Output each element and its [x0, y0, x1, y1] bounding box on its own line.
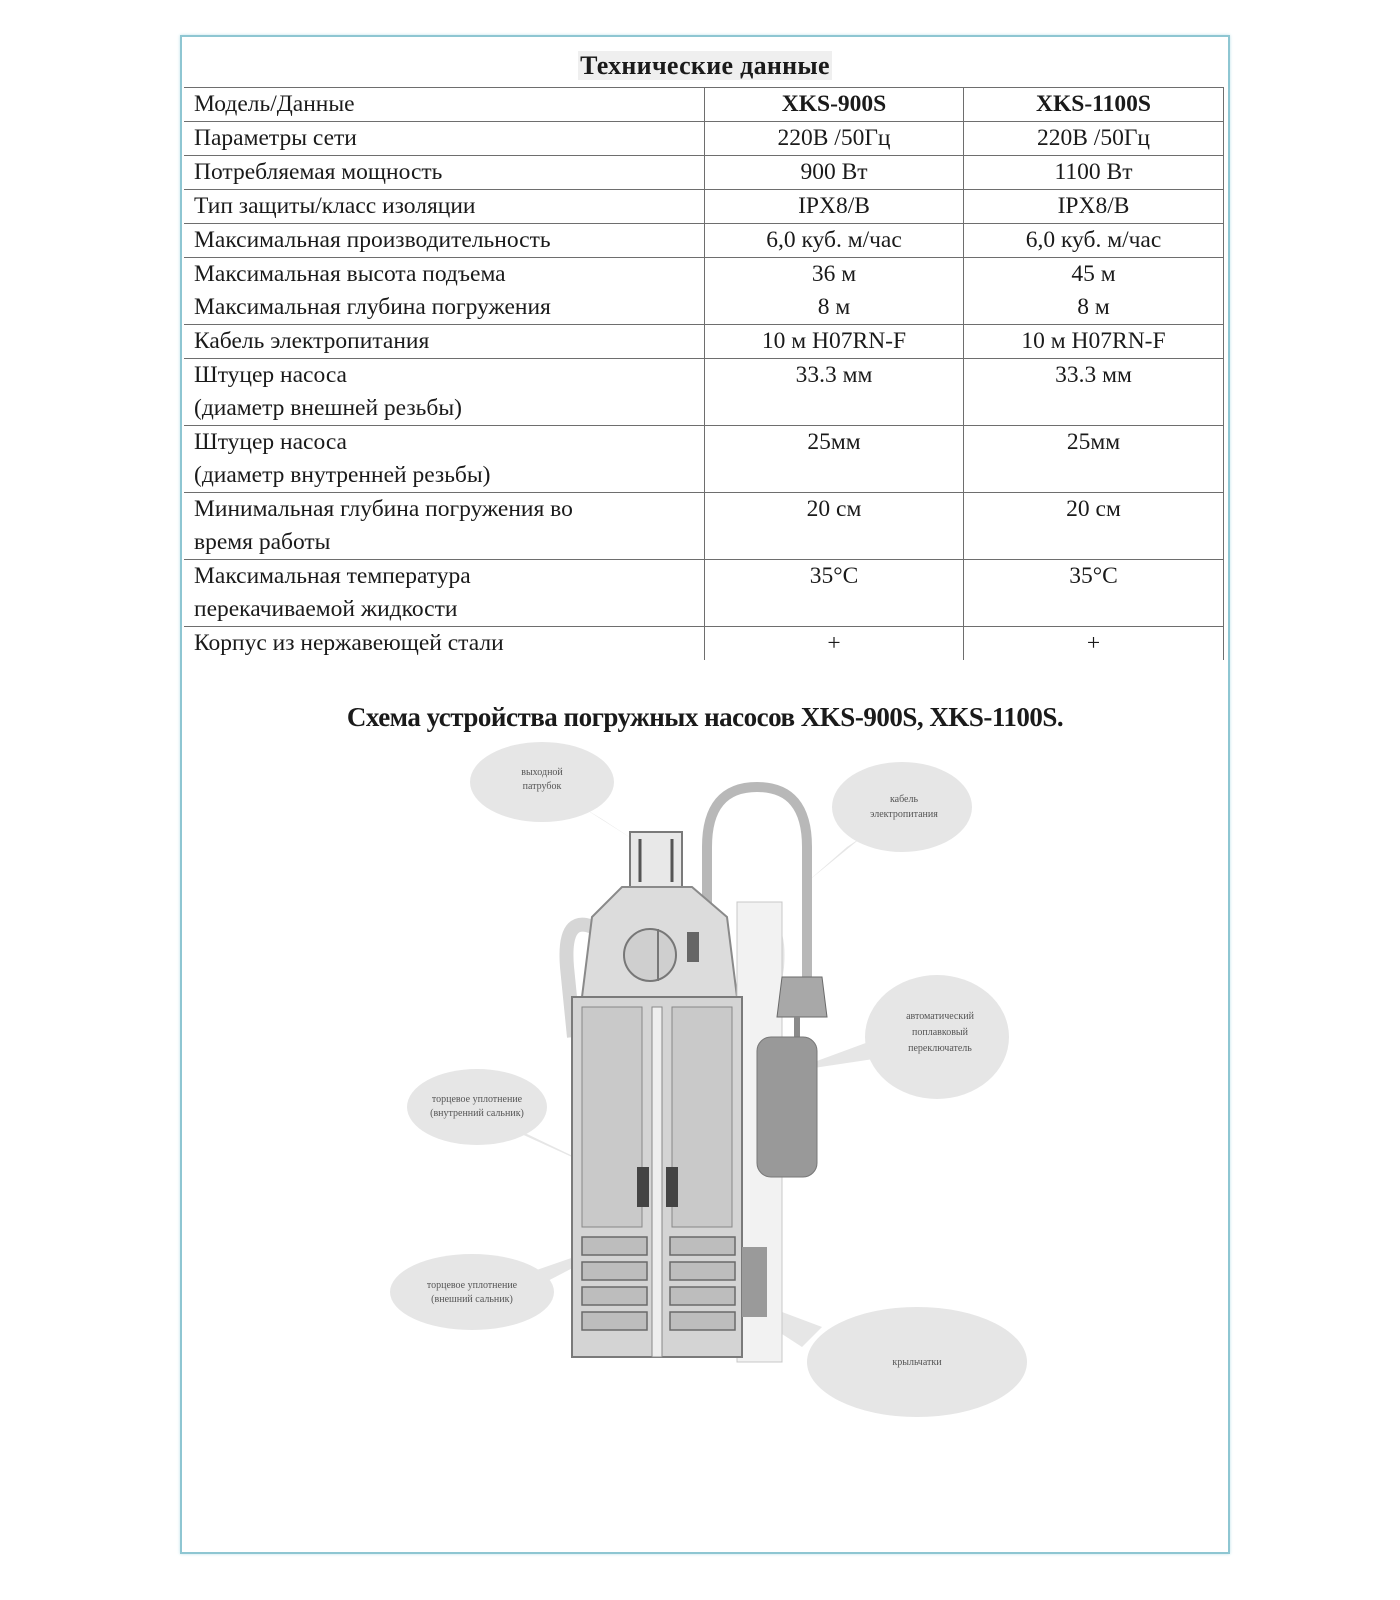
xks900s-value-text: IPX8/B: [798, 193, 870, 219]
row-label-cell: [184, 224, 705, 258]
callout-outlet-line1: выходной: [521, 767, 563, 778]
xks900s-value-text: 6,0 куб. м/час: [766, 227, 902, 253]
xks1100s-value-cell: [964, 190, 1224, 224]
callout-outer-seal-line2: (внешний сальник): [431, 1294, 513, 1305]
row-label-text: Максимальная температура: [194, 563, 471, 589]
xks1100s-value-text: IPX8/B: [1057, 193, 1130, 219]
row-label-cell: [184, 627, 705, 661]
table-row: [184, 359, 1224, 426]
row-label-cell: [184, 122, 705, 156]
xks900s-value-cell: [705, 493, 964, 560]
spec-table: [184, 87, 1224, 660]
row-label-text: Минимальная глубина погружения во: [194, 496, 573, 522]
header-cell-xks900s: XKS-900S: [705, 88, 964, 122]
table-row: [184, 426, 1224, 493]
row-label-cell: [184, 258, 705, 325]
xks900s-value-cell: [705, 190, 964, 224]
xks1100s-value-cell: [964, 560, 1224, 627]
xks900s-value-text: 33.3 мм: [795, 362, 873, 388]
table-title-text: Технические данные: [580, 51, 830, 80]
row-label-text: Тип защиты/класс изоляции: [194, 193, 476, 219]
callout-float-line3: переключатель: [908, 1043, 972, 1054]
xks900s-value-text: 10 м H07RN-F: [761, 328, 907, 354]
xks1100s-value-cell: [964, 359, 1224, 426]
xks1100s-value-cell: [964, 156, 1224, 190]
xks900s-value-text: 8 м: [817, 294, 851, 320]
xks1100s-value-cell: [964, 426, 1224, 493]
xks1100s-value-text: 20 см: [1066, 496, 1121, 522]
row-label-text: Потребляемая мощность: [194, 159, 443, 185]
xks900s-value-cell: [705, 325, 964, 359]
xks1100s-value-text: 10 м H07RN-F: [1021, 328, 1166, 354]
xks900s-value-cell: [705, 426, 964, 493]
xks1100s-value-cell: [964, 224, 1224, 258]
row-label-text: (диаметр внутренней резьбы): [194, 462, 491, 488]
xks900s-value-cell: [705, 258, 964, 325]
callout-outer-seal-line1: торцевое уплотнение: [426, 1280, 518, 1291]
table-row: [184, 190, 1224, 224]
xks1100s-value-text: 1100 Вт: [1054, 159, 1133, 185]
row-label-text: перекачиваемой жидкости: [194, 596, 458, 622]
xks900s-value-text: 900 Вт: [800, 159, 868, 185]
xks900s-value-text: 25мм: [807, 429, 861, 455]
row-label-text: Параметры сети: [194, 125, 357, 151]
xks900s-value-text: +: [827, 630, 841, 656]
xks900s-value-cell: [705, 224, 964, 258]
table-header-row: [184, 88, 1224, 122]
xks1100s-value-cell: [964, 325, 1224, 359]
xks900s-value-text: 20 см: [806, 496, 862, 522]
xks900s-value-text: 35°C: [809, 563, 859, 589]
xks1100s-value-text: 45 м: [1071, 261, 1116, 287]
table-row: [184, 122, 1224, 156]
callout-cable-line1: кабель: [889, 794, 919, 805]
row-label-cell: [184, 359, 705, 426]
xks1100s-value-text: 33.3 мм: [1055, 362, 1132, 388]
table-row: [184, 156, 1224, 190]
row-label-text: время работы: [194, 529, 331, 555]
callout-impellers-text: крыльчатки: [892, 1357, 942, 1368]
row-label-text: Максимальная высота подъема: [194, 261, 506, 287]
xks900s-value-cell: [705, 359, 964, 426]
xks900s-value-text: 36 м: [811, 261, 857, 287]
header-cell-label: Модель/Данные: [184, 88, 705, 122]
table-row: [184, 493, 1224, 560]
table-row: [184, 224, 1224, 258]
xks1100s-value-text: 35°C: [1069, 563, 1118, 589]
xks1100s-value-text: 25мм: [1066, 429, 1121, 455]
table-row: [184, 560, 1224, 627]
xks1100s-value-text: 220В /50Гц: [1037, 125, 1150, 151]
callout-inner-seal-line1: торцевое уплотнение: [431, 1094, 523, 1105]
row-label-cell: [184, 156, 705, 190]
table-row: [184, 325, 1224, 359]
row-label-text: Корпус из нержавеющей стали: [194, 630, 504, 656]
row-label-text: (диаметр внешней резьбы): [194, 395, 462, 421]
table-row: [184, 258, 1224, 325]
row-label-cell: [184, 325, 705, 359]
callout-outlet: [470, 742, 637, 842]
pump-illustration: [566, 787, 827, 1362]
callout-float-line2: поплавковый: [912, 1027, 968, 1038]
callout-float-line1: автоматический: [906, 1011, 974, 1022]
row-label-text: Штуцер насоса: [194, 362, 347, 388]
table-title: [182, 51, 1228, 83]
xks1100s-value-cell: [964, 258, 1224, 325]
xks900s-value-cell: [705, 627, 964, 661]
xks900s-value-cell: [705, 156, 964, 190]
xks900s-value-cell: [705, 560, 964, 627]
row-label-text: Максимальная производительность: [194, 227, 551, 253]
row-label-text: Штуцер насоса: [194, 429, 347, 455]
pump-diagram: [182, 737, 1228, 1437]
table-row: [184, 627, 1224, 661]
row-label-text: Кабель электропитания: [194, 328, 430, 354]
callout-cable-line2: электропитания: [870, 809, 938, 820]
row-label-cell: [184, 560, 705, 627]
xks1100s-value-cell: [964, 493, 1224, 560]
scheme-title: Схема устройства погружных насосов XKS-900S, XKS-1100S.: [346, 702, 1064, 732]
xks900s-value-text: 220В /50Гц: [777, 125, 891, 151]
row-label-text: Максимальная глубина погружения: [194, 294, 551, 320]
callout-cable: [807, 762, 972, 882]
xks1100s-value-text: +: [1086, 630, 1101, 656]
xks900s-value-cell: [705, 122, 964, 156]
row-label-cell: [184, 190, 705, 224]
row-label-cell: [184, 426, 705, 493]
xks1100s-value-text: 8 м: [1077, 294, 1110, 320]
xks1100s-value-cell: [964, 627, 1224, 661]
document-frame: [180, 35, 1230, 1554]
row-label-cell: [184, 493, 705, 560]
xks1100s-value-text: 6,0 куб. м/час: [1025, 227, 1162, 253]
header-cell-xks1100s: XKS-1100S: [964, 88, 1224, 122]
callout-outlet-line2: патрубок: [522, 781, 562, 792]
callout-inner-seal-line2: (внутренний сальник): [430, 1108, 524, 1119]
xks1100s-value-cell: [964, 122, 1224, 156]
